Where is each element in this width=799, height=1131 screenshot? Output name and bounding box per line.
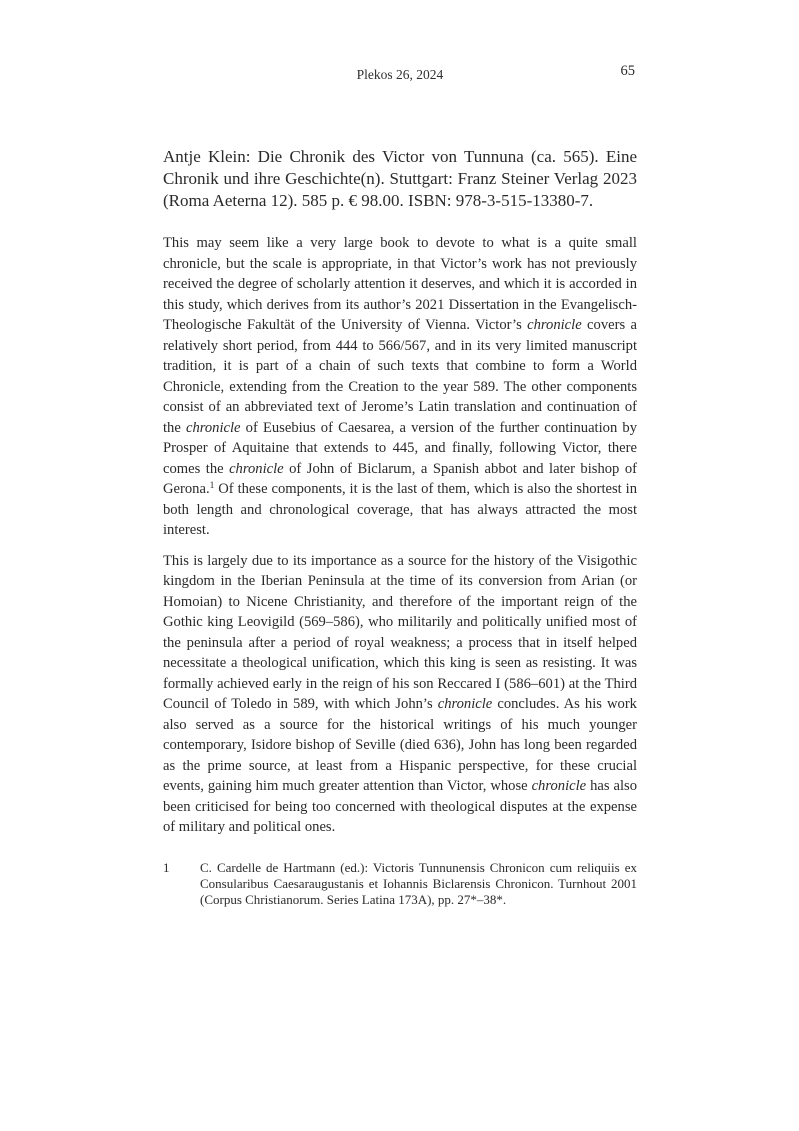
italic-text: chronicle [185,419,241,436]
text-run: of Eusebius of Caesarea, a version of the further continuation by Prosper of Aquitaine that extends to 445, and finally, following Victor, there comes the [163,419,637,477]
footnote-text: C. Cardelle de Hartmann (ed.): Victoris Tunnunensis Chronicon cum reliquiis ex Consularibus Caesaraugustanis et Iohannis Biclarensis Chronicon. Turnhout 2001 (Corpus Christianorum. Series Latina 173A), pp. 27*–38*. [200,859,637,908]
footnote-number: 1 [163,859,170,875]
running-header [163,63,637,83]
footnote [163,860,637,909]
text-run: This is largely due to its importance as a source for the history of the Visigothic kingdom in the Iberian Peninsula at the time of its conversion from Arian (or Homoian) to Nicene Christianity, and therefore of the important reign of the Gothic king Leovigild (569–586), who militarily and politically unified most of the peninsula after a period of royal weakness; a process that in itself helped necessitate a theological unification, which this king is seen as resisting. It was formally achieved early in the reign of his son Reccared I (586–601) at the Third Council of Toledo in 589, with which John’s [163,552,637,712]
paragraph-2 [163,551,637,838]
italic-text: chronicle [437,696,493,712]
text-run: Of these components, it is the last of them, which is also the shortest in both length and chronological coverage, that has always attracted the most interest. [163,481,637,538]
review-body [163,233,637,838]
italic-text: chronicle [229,460,284,477]
text-run: covers a relatively short period, from 444 to 566/567, and in its very limited manuscript tradition, it is part of a chain of such texts that combine to form a World Chronicle, extending from the Creation to the year 589. The other components consist of an abbreviated text of Jerome’s Latin translation and continuation of the [163,317,637,436]
paragraph-1 [163,233,637,541]
italic-text: chronicle [527,317,582,333]
footnote-reference: 1 [209,481,215,491]
page-number: 65 [620,63,635,79]
text-run: concludes. As his work also served as a source for the historical writings of his much younger contemporary, Isidore bishop of Seville (died 636), John has long been regarded as the prime source, at least from a Hispanic perspective, for these crucial events, gaining him much greater attention than Victor, whose [163,696,637,794]
review-heading: Antje Klein: Die Chronik des Victor von Tunnuna (ca. 565). Eine Chronik und ihre Geschichte(n). Stuttgart: Franz Steiner Verlag 2023 (Roma Aeterna 12). 585 p. € 98.00. ISBN: 978-3-515-13380-7. [163,147,637,210]
text-run: has also been criticised for being too concerned with theological disputes at the expense of military and political ones. [163,778,637,835]
page-content [163,146,637,909]
journal-title: Plekos 26, 2024 [356,67,444,82]
italic-text: chronicle [531,778,587,794]
text-run: This may seem like a very large book to devote to what is a quite small chronicle, but the scale is appropriate, in that Victor’s work has not previously received the degree of scholarly attention it deserves, and which it is accorded in this study, which derives from its author’s 2021 Dissertation in the Evangelisch-Theologische Fakultät of the University of Vienna. Victor’s [163,235,637,333]
text-run: of John of Biclarum, a Spanish abbot and later bishop of Gerona. [163,460,637,497]
